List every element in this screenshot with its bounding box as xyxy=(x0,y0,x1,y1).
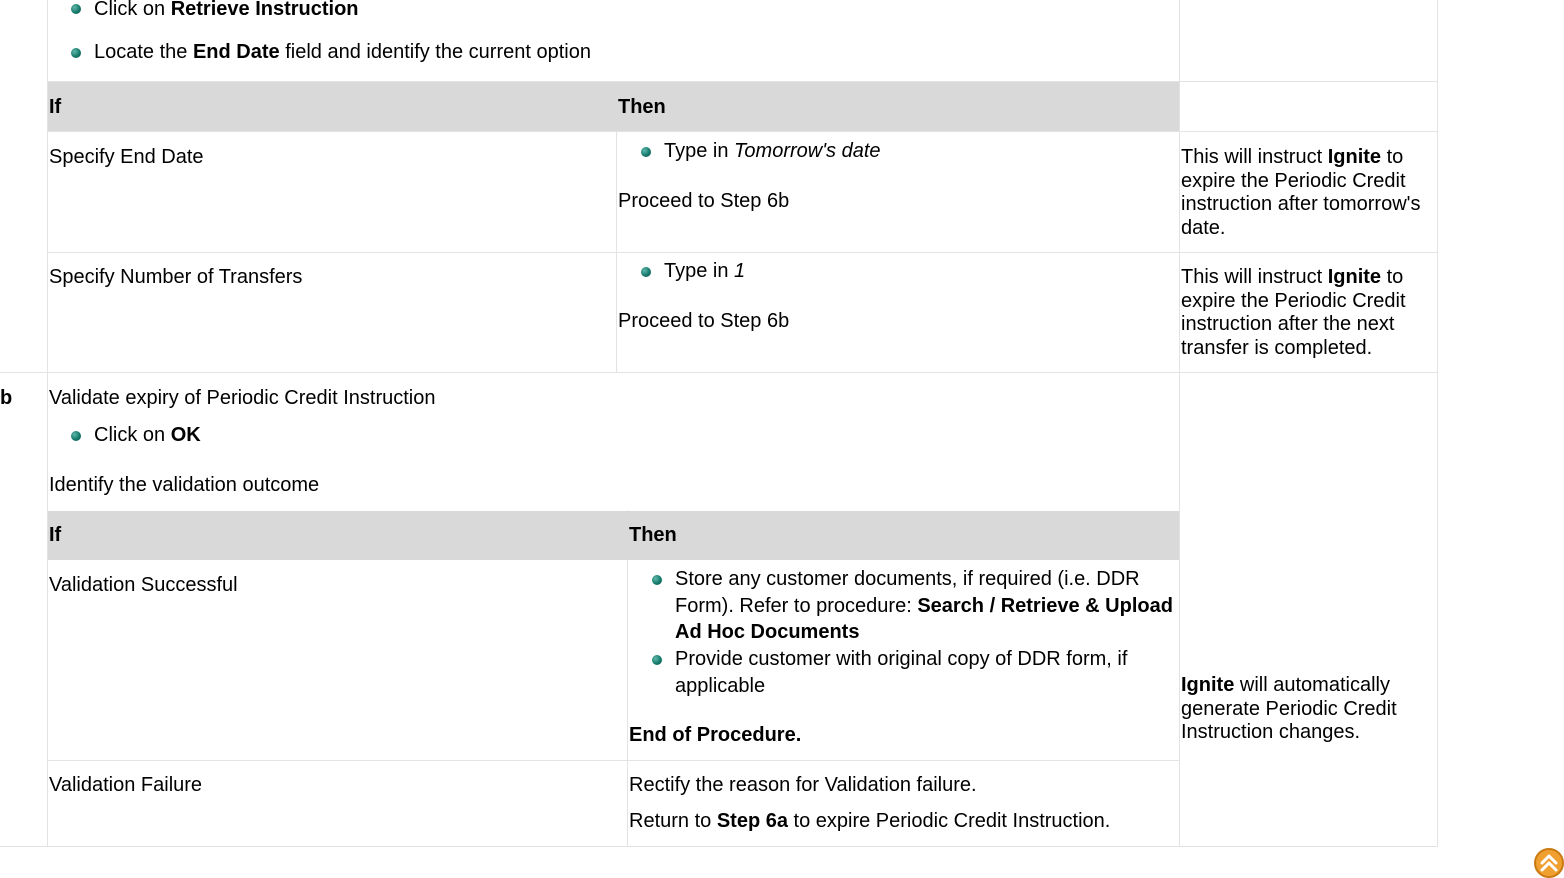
then-cell-proceed: Proceed to Step 6b xyxy=(618,310,790,332)
bullet-icon xyxy=(652,575,662,585)
table-header xyxy=(48,511,1179,560)
header-then: Then xyxy=(629,524,677,546)
note-cell: Ignite will automatically generate Periodic Credit Instruction changes. xyxy=(1181,674,1397,743)
end-of-procedure: End of Procedure. xyxy=(629,724,802,746)
step-label: b xyxy=(0,387,13,409)
then-bullet-store-documents: Store any customer documents, if required (i.e. DDR Form). Refer to procedure: Search / Retrieve & Upload Ad Hoc Documents xyxy=(675,568,1173,643)
table-header xyxy=(48,82,1179,131)
step-6b-bullet: Click on OK xyxy=(94,424,201,446)
identify-outcome: Identify the validation outcome xyxy=(49,474,320,496)
header-then: Then xyxy=(618,96,666,118)
if-cell: Specify End Date xyxy=(49,146,204,168)
then-cell-instruction: Type in Tomorrow's date xyxy=(664,140,881,162)
note-cell: This will instruct Ignite to expire the Periodic Credit instruction after tomorrow's date. xyxy=(1181,146,1421,239)
bullet-icon xyxy=(71,431,81,441)
bullet-icon xyxy=(71,48,81,58)
bullet-icon xyxy=(652,655,662,665)
step-6a-bullet-1: Click on Retrieve Instruction xyxy=(94,0,359,20)
header-if: If xyxy=(49,96,62,118)
then-return: Return to Step 6a to expire Periodic Credit Instruction. xyxy=(629,810,1111,832)
then-rectify: Rectify the reason for Validation failure. xyxy=(629,774,977,796)
bullet-icon xyxy=(641,267,651,277)
then-cell-instruction: Type in 1 xyxy=(664,260,746,282)
header-if: If xyxy=(49,524,62,546)
step-title: Validate expiry of Periodic Credit Instruction xyxy=(49,387,436,409)
bullet-icon xyxy=(641,147,651,157)
bullet-icon xyxy=(71,4,81,14)
if-cell: Validation Failure xyxy=(49,774,203,796)
if-cell: Validation Successful xyxy=(49,574,238,596)
note-cell: This will instruct Ignite to expire the Periodic Credit instruction after the next transfer is completed. xyxy=(1181,266,1406,359)
chevron-up-icon xyxy=(1540,853,1558,873)
then-bullet-provide-copy: Provide customer with original copy of DDR form, if applicable xyxy=(675,648,1128,697)
step-6a-bullet-2: Locate the End Date field and identify the current option xyxy=(94,41,591,63)
then-cell-proceed: Proceed to Step 6b xyxy=(618,190,790,212)
if-cell: Specify Number of Transfers xyxy=(49,266,303,288)
scroll-to-top-button[interactable] xyxy=(1534,848,1564,878)
